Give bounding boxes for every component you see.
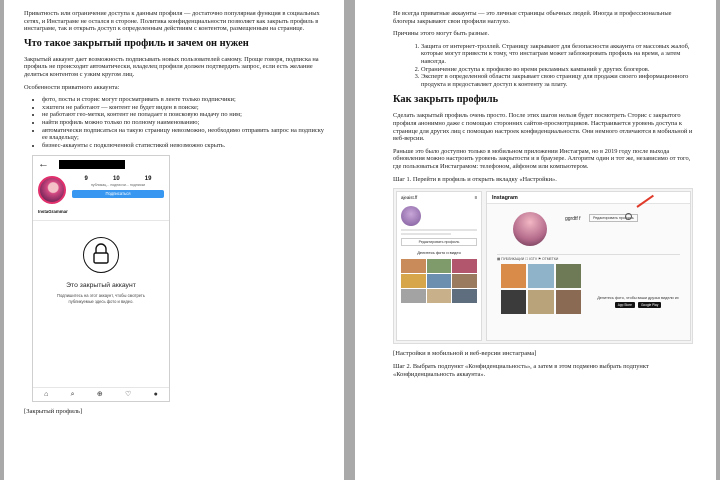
mobile-version-panel (396, 191, 482, 341)
features-title: Особенности приватного аккаунта: (24, 83, 120, 91)
how-to-paragraph: Сделать закрытый профиль очень просто. После этих шагов нельзя будет посмотреть Сторис с закрытого профиля анонимно даже с помощью сторонних сайтов-просмотрщиков. Настраивается уровень доступа к странице для других лиц с помощью настроек конфиденциальности. Они немного отличаются в мобильной и веб-версии. (393, 112, 693, 143)
features-list (24, 96, 324, 149)
settings-screenshot (393, 188, 693, 344)
document-page-right (355, 0, 716, 480)
followers-count: 10 (112, 176, 120, 183)
list-item: • не работают гео-метки, контент не попадает в поисковую выдачу по ним; (42, 111, 324, 119)
history-paragraph: Раньше это было доступно только в мобильном приложении Инстаграм, но в 2019 году после выхода обновления можно настроить уровень закрытости и в браузере. Алгоритм один и тот же, независимо от того, где пользоваться Инстаграмом: телефоном, айфоном или компьютером. (393, 147, 691, 170)
phone-top-bar (33, 156, 169, 172)
private-account-title: Это закрытый аккаунт (66, 282, 136, 290)
add-post-icon[interactable]: ⊕ (96, 391, 103, 399)
app-store-badge[interactable]: App Store (615, 302, 635, 308)
home-icon[interactable]: ⌂ (44, 391, 49, 399)
document-page-left (4, 0, 344, 480)
photo-grid (501, 264, 581, 314)
list-item: • фото, посты и сторис могут просматривать в ленте только подписчики; (42, 96, 324, 104)
avatar (38, 176, 66, 204)
photo-grid (401, 259, 477, 303)
profile-icon[interactable]: ● (153, 391, 158, 399)
stat-labels: публикац... подписчи... подписки (90, 183, 146, 188)
intro-paragraph: Приватность или ограничение доступа к данным профиля — достаточно популярная функция в социальных сетях, и Инстаграме не остался в стороне. Политика конфиденциальности позволяет как закрыть профиль в инстаграме, так и открыть доступ к определенным действиям с контентом, размещенным на странице. (24, 10, 320, 33)
section-heading-how-to-close: Как закрыть профиль (393, 94, 499, 106)
list-item: • найти профиль можно только по полному наименованию; (42, 119, 324, 127)
section-heading-private-profile: Что такое закрытый профиль и зачем он нужен (24, 37, 249, 49)
avatar (513, 212, 547, 246)
search-icon[interactable]: ⌕ (70, 391, 75, 399)
edit-profile-button[interactable]: Редактировать профиль (401, 238, 477, 246)
private-account-description: Подпишитесь на этот аккаунт, чтобы смотреть публикуемые здесь фото и видео. (57, 293, 145, 304)
list-item: • хэштеги не работают — контент не будет виден в поиске; (42, 104, 324, 112)
list-item: • бизнес-аккаунты с подключенной статистикой невозможно скрыть. (42, 142, 324, 150)
web-edit-profile-button[interactable]: Редактировать профиль (589, 214, 638, 222)
google-play-badge[interactable]: Google Play (638, 302, 661, 308)
lock-icon (83, 237, 119, 273)
following-count: 19 (144, 176, 152, 183)
menu-icon[interactable]: ≡ (474, 195, 477, 201)
subscribe-button[interactable]: Подписаться (72, 190, 164, 198)
avatar (401, 206, 421, 226)
step-2: Шаг 2. Выбрать подпункт «Конфиденциальность», а затем в этом подменю выбрать подпункт «Конфиденциальность аккаунта». (393, 363, 649, 378)
list-item: 2. Ограничение доступа к профилю во время рекламных кампаний у других блогеров. (421, 66, 694, 74)
web-username: ggrdtf f (565, 216, 581, 223)
redacted-username (59, 160, 125, 169)
mobile-username: ajeaist.ff (401, 195, 418, 201)
reasons-title: Причины этого могут быть разные. (393, 30, 490, 38)
list-item: 1. Защита от интернет-троллей. Страницу закрывают для безопасности аккаунта от массовых жалоб, которые могут привести к тому, что инстаграм может заблокировать профиль на время, а затем навсегда. (421, 43, 694, 66)
web-profile-tabs[interactable]: ▦ ПУБЛИКАЦИИ ☐ IGTV ⚑ ОТМЕТКИ (497, 254, 680, 261)
back-arrow-icon[interactable]: ← (38, 157, 49, 170)
step-1: Шаг 1. Перейти в профиль и открыть вкладку «Настройки». (393, 175, 557, 183)
web-version-panel (486, 191, 691, 341)
account-name: InstaGrammar (38, 209, 68, 215)
share-photos-label: Делитесь фото и видео (417, 250, 461, 256)
phone-bottom-nav (33, 387, 169, 401)
list-item: • автоматически подписаться на такую страницу невозможно, необходимо отправить запрос на подписку ее владельцу; (42, 127, 324, 142)
private-profile-screenshot (32, 155, 170, 402)
reasons-list (393, 43, 694, 89)
list-item: 3. Эксперт в определенной области закрывает свою страницу для продажи своего информационного продукта и предоставляет доступ к контенту за плату. (421, 73, 694, 88)
profile-header (33, 172, 169, 204)
intro-paragraph-2: Не всегда приватные аккаунты — это личные страницы обычных людей. Иногда и профессиональные блогеры закрывают свои профили наглухо. (393, 10, 672, 25)
web-share-text: Делитесь фото, чтобы ваши друзья видели их (597, 296, 679, 301)
posts-count: 9 (84, 176, 88, 183)
private-profile-paragraph: Закрытый аккаунт дает возможность подписывать новых пользователей самому. Проще говоря, подписка на профиль не происходит автоматически, владелец профиля должен подтвердить запрос, если есть желание делиться контентом с узким кругом лиц. (24, 55, 319, 78)
instagram-logo: Instagram (487, 192, 690, 204)
figure-caption-settings: [Настройки в мобильной и веб-версии инстаграма] (393, 350, 537, 358)
figure-caption-private-profile: [Закрытый профиль] (24, 408, 83, 416)
heart-icon[interactable]: ♡ (125, 391, 132, 399)
